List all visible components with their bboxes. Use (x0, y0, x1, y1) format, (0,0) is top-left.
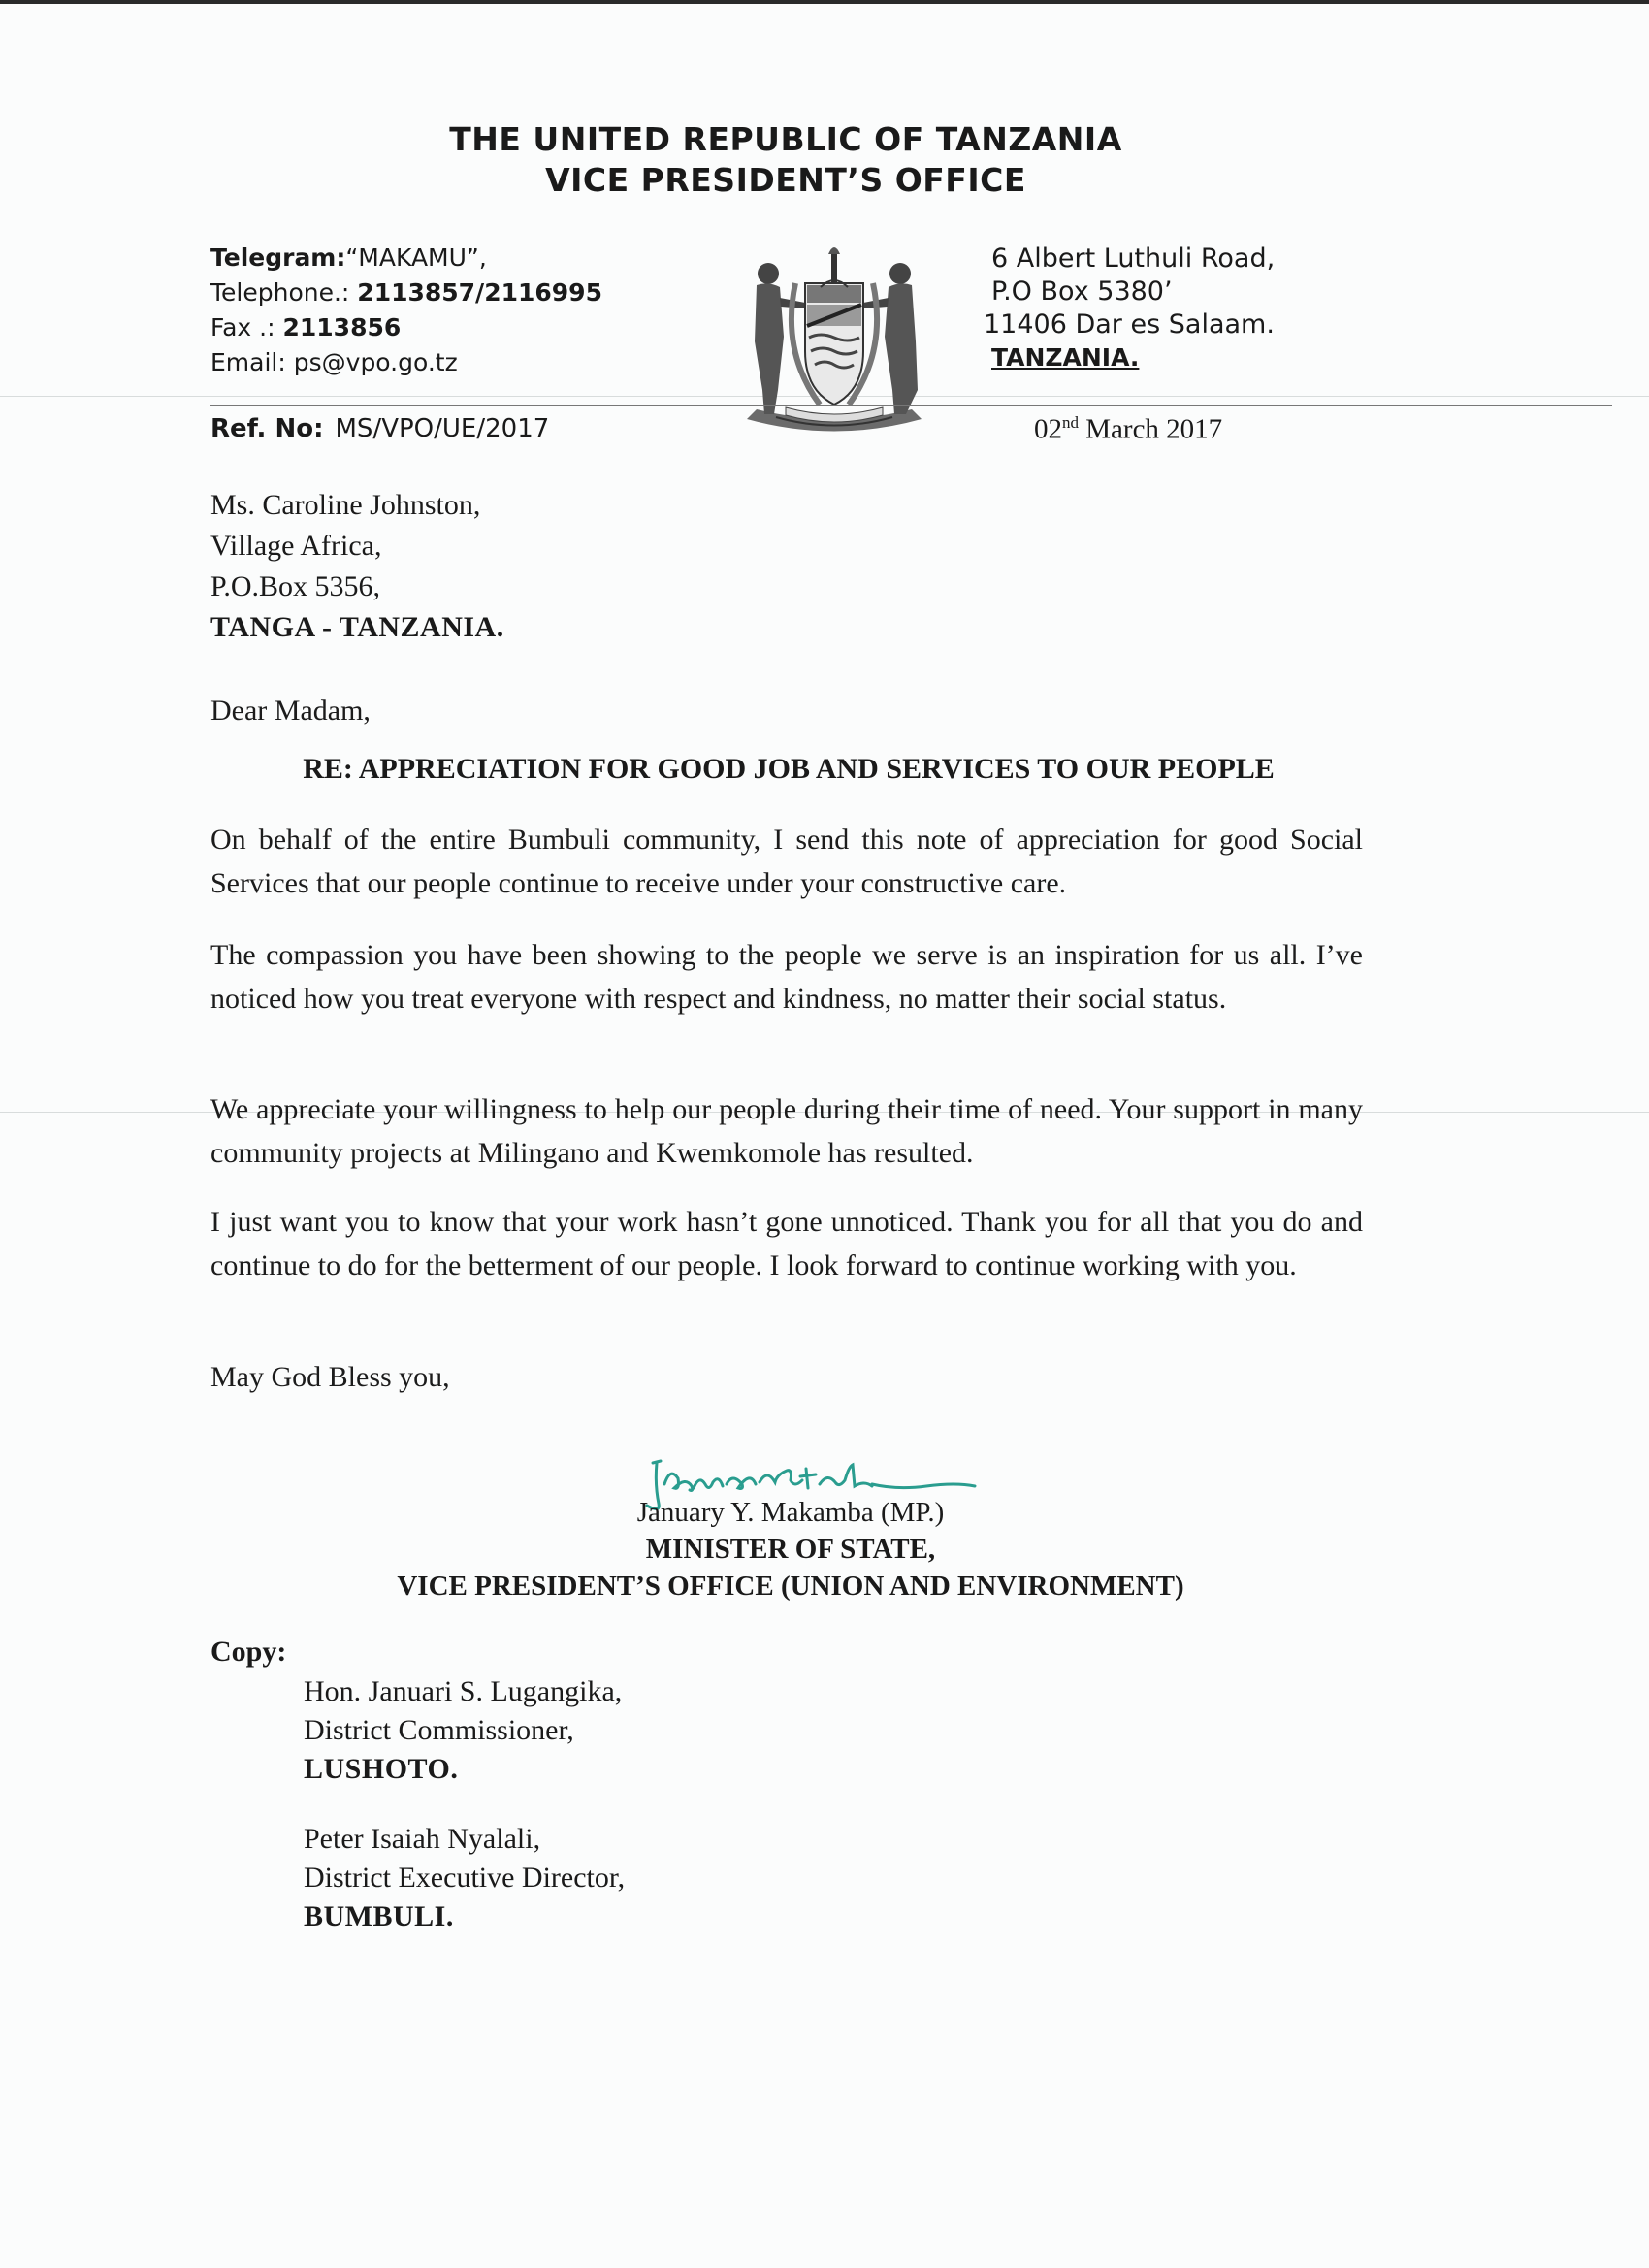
telegram-value: “MAKAMU”, (345, 243, 487, 272)
page-edge (0, 0, 1649, 4)
salutation: Dear Madam, (210, 695, 371, 727)
copy-recipient-place: BUMBULI. (304, 1900, 454, 1932)
contact-block (210, 241, 602, 380)
copy-label: Copy: (210, 1636, 287, 1668)
email-label: Email: (210, 348, 286, 376)
closing: May God Bless you, (210, 1361, 450, 1393)
address-line-3: 11406 Dar es Salaam. (984, 309, 1275, 340)
paragraph-2: The compassion you have been showing to the people we serve is an inspiration for us all. I’ve noticed how you treat everyone with respect and kindness, no matter their social status. (210, 939, 1363, 1015)
header-country: THE UNITED REPUBLIC OF TANZANIA (449, 120, 1122, 158)
date-suffix: nd (1062, 413, 1079, 432)
email-link[interactable]: ps@vpo.go.tz (293, 348, 458, 376)
fax-value: 2113856 (282, 313, 402, 341)
reference-label: Ref. No: (210, 414, 324, 443)
signature-block (354, 1494, 1227, 1604)
reference-value: MS/VPO/UE/2017 (335, 414, 550, 443)
letter-date (1034, 413, 1222, 446)
header-office: VICE PRESIDENT’S OFFICE (545, 161, 1026, 199)
recipient-block (210, 485, 504, 648)
signatory-name: January Y. Makamba (MP.) (636, 1497, 945, 1528)
fax-line (210, 310, 602, 345)
address-country: TANZANIA. (991, 343, 1140, 372)
telephone-line (210, 275, 602, 310)
copy-recipient-name: Hon. Januari S. Lugangika, (304, 1675, 623, 1707)
reference-line (210, 414, 549, 443)
address-line-1: 6 Albert Luthuli Road, (991, 243, 1276, 274)
recipient-city: TANGA - TANZANIA. (210, 611, 504, 643)
copy-recipient (304, 1672, 622, 1789)
telegram-line (210, 241, 602, 275)
copy-recipient-role: District Commissioner, (304, 1714, 574, 1746)
signatory-office: VICE PRESIDENT’S OFFICE (UNION AND ENVIRONMENT) (397, 1571, 1184, 1602)
fax-label: Fax .: (210, 313, 275, 341)
email-line (210, 345, 602, 380)
recipient-name: Ms. Caroline Johnston, (210, 489, 481, 521)
telephone-label: Telephone.: (210, 278, 350, 307)
letterhead-rule (210, 405, 1612, 406)
telephone-value: 2113857/2116995 (357, 278, 602, 307)
coat-of-arms-icon (728, 244, 941, 438)
copy-recipient (304, 1820, 625, 1936)
address-line-2: P.O Box 5380’ (991, 276, 1173, 307)
copy-recipient-place: LUSHOTO. (304, 1753, 459, 1785)
recipient-org: Village Africa, (210, 530, 382, 562)
date-rest: March 2017 (1085, 413, 1223, 445)
telegram-label: Telegram: (210, 243, 346, 272)
address-block (984, 243, 1276, 374)
copy-recipient-name: Peter Isaiah Nyalali, (304, 1823, 541, 1855)
subject-line: RE: APPRECIATION FOR GOOD JOB AND SERVICES TO OUR PEOPLE (303, 753, 1275, 785)
date-day: 02 (1034, 413, 1062, 445)
signatory-title: MINISTER OF STATE, (645, 1534, 936, 1565)
recipient-box: P.O.Box 5356, (210, 570, 381, 602)
paragraph-4: I just want you to know that your work hasn’t gone unnoticed. Thank you for all that you do and continue to do for the betterment of our people. I look forward to continue working with you. (210, 1206, 1363, 1281)
copy-recipient-role: District Executive Director, (304, 1862, 626, 1894)
paragraph-1: On behalf of the entire Bumbuli community, I send this note of appreciation for good Social Services that our people continue to receive under your constructive care. (210, 824, 1363, 899)
paragraph-3: We appreciate your willingness to help our people during their time of need. Your support in many community projects at Milingano and Kwemkomole has resulted. (210, 1093, 1363, 1169)
